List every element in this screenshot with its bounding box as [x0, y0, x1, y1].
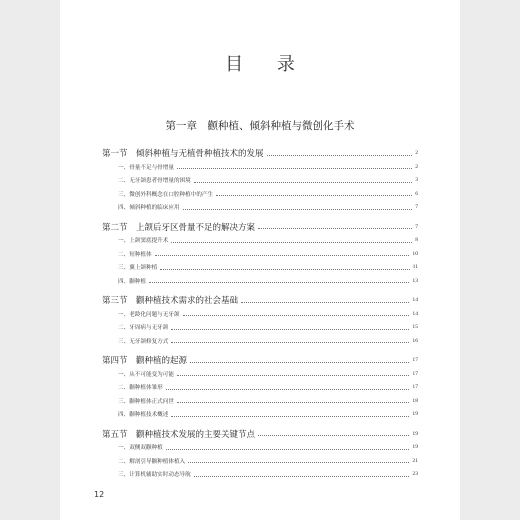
leader-dots — [177, 402, 409, 403]
section-title: 第一节 倾斜种植与无植骨种植技术的发展 — [102, 148, 264, 158]
entry-page: 21 — [412, 457, 418, 464]
toc-entry — [102, 307, 418, 321]
entry-page: 19 — [412, 411, 418, 418]
entry-title: 二、短种植体 — [118, 251, 152, 258]
entry-page: 3 — [415, 177, 418, 184]
toc-entry — [102, 234, 418, 248]
toc-section — [102, 353, 418, 367]
entry-title: 二、解剖引导颧种植体植入 — [118, 458, 186, 465]
toc-entry — [102, 394, 418, 408]
entry-title: 四、颧种植技术概述 — [118, 412, 169, 419]
entry-title: 四、颧种植 — [118, 278, 146, 285]
leader-dots — [258, 435, 409, 436]
document-page — [60, 0, 460, 520]
leader-dots — [267, 155, 413, 156]
entry-title: 三、颧种植体正式问世 — [118, 398, 174, 405]
entry-page: 17 — [412, 384, 418, 391]
section-page: 2 — [415, 150, 418, 156]
entry-page: 17 — [412, 370, 418, 377]
entry-page: 6 — [415, 190, 418, 197]
entry-page: 18 — [412, 397, 418, 404]
leader-dots — [171, 342, 409, 343]
leader-dots — [188, 462, 409, 463]
leader-dots — [171, 329, 409, 330]
section-title: 第四节 颧种植的起源 — [102, 355, 188, 365]
entry-page: 8 — [415, 237, 418, 244]
toc-entry — [102, 160, 418, 174]
leader-dots — [166, 389, 410, 390]
entry-page: 14 — [412, 310, 418, 317]
toc-entry — [102, 274, 418, 288]
entry-page: 15 — [412, 324, 418, 331]
entry-title: 三、无牙颌修复方式 — [118, 338, 169, 345]
section-title: 第二节 上颌后牙区骨量不足的解决方案 — [102, 221, 256, 232]
toc-section — [102, 220, 418, 234]
section-page: 14 — [412, 297, 418, 303]
toc-entry — [102, 247, 418, 261]
leader-dots — [177, 168, 412, 169]
entry-title: 三、微创外科概念在口腔种植中的产生 — [118, 191, 214, 198]
toc-section — [102, 427, 418, 441]
page-number: 12 — [94, 490, 105, 499]
entry-title: 三、翼上颌种植 — [118, 265, 158, 272]
entry-title: 二、无牙颌患者骨增量的困境 — [118, 178, 191, 185]
entry-page: 11 — [412, 264, 418, 271]
toc-entry — [102, 454, 418, 468]
leader-dots — [241, 302, 409, 303]
entry-title: 一、双侧双颧种植 — [118, 445, 163, 452]
leader-dots — [177, 375, 409, 376]
section-page: 7 — [415, 223, 418, 230]
section-page: 19 — [412, 430, 418, 437]
leader-dots — [183, 209, 413, 210]
toc-entry — [102, 408, 418, 422]
entry-title: 四、倾斜种植的临床应用 — [118, 205, 180, 212]
toc-entry — [102, 174, 418, 188]
entry-page: 7 — [415, 204, 418, 211]
entry-title: 一、从不可能变为可能 — [118, 371, 174, 378]
entry-title: 二、颧种植体雏形 — [118, 385, 163, 392]
entry-page: 16 — [412, 337, 418, 344]
entry-title: 一、上颌窦底提升术 — [118, 238, 169, 245]
leader-dots — [160, 269, 409, 270]
entry-title: 一、骨量不足与骨增量 — [118, 164, 174, 171]
entry-title: 二、牙周病与无牙颌 — [118, 325, 169, 332]
toc-entry — [102, 367, 418, 381]
leader-dots — [194, 476, 410, 477]
section-title: 第三节 颧种植技术需求的社会基础 — [102, 295, 239, 305]
leader-dots — [171, 242, 412, 243]
entry-title: 一、老龄化问题与无牙颌 — [118, 311, 180, 318]
toc-entry — [102, 441, 418, 455]
toc-entry — [102, 381, 418, 395]
leader-dots — [155, 255, 410, 256]
leader-dots — [258, 228, 412, 229]
toc-entry — [102, 321, 418, 335]
leader-dots — [194, 182, 412, 183]
toc-entry — [102, 468, 418, 482]
toc-entry — [102, 201, 418, 215]
leader-dots — [190, 362, 409, 363]
entry-title: 三、计算机辅助实时动态导航 — [118, 472, 191, 479]
leader-dots — [183, 315, 410, 316]
entry-page: 10 — [412, 250, 418, 257]
entry-page: 13 — [412, 277, 418, 284]
page-title: 目 录 — [225, 54, 309, 75]
toc-entry — [102, 334, 418, 348]
leader-dots — [166, 449, 410, 450]
toc-section — [102, 146, 418, 160]
toc-section — [102, 293, 418, 307]
toc-entry — [102, 261, 418, 275]
leader-dots — [149, 282, 409, 283]
section-title: 第五节 颧种植技术发展的主要关键节点 — [102, 428, 256, 439]
toc-entry — [102, 187, 418, 201]
entry-page: 2 — [415, 163, 418, 170]
leader-dots — [216, 195, 412, 196]
entry-page: 19 — [412, 444, 418, 451]
chapter-heading: 第一章 颧种植、倾斜种植与微创化手术 — [165, 120, 355, 132]
entry-page: 23 — [412, 471, 418, 478]
leader-dots — [171, 416, 409, 417]
table-of-contents — [102, 146, 418, 481]
section-page: 17 — [412, 357, 418, 363]
